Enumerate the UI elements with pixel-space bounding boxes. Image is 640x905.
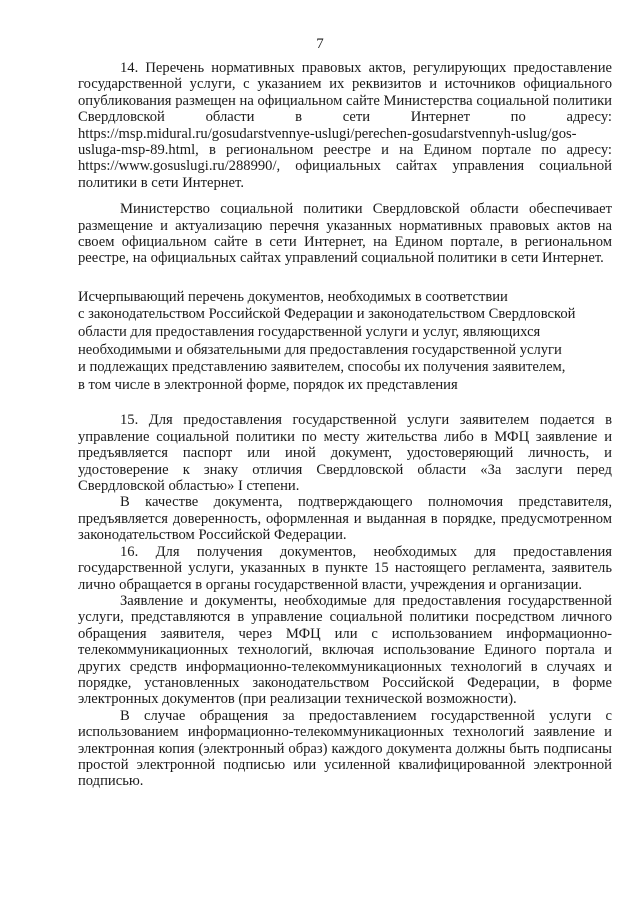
section-heading-line: в том числе в электронной форме, порядок их представления <box>78 376 458 393</box>
section-heading-line: необходимыми и обязательными для предоставления государственной услуги <box>78 341 562 358</box>
section-heading-line: Исчерпывающий перечень документов, необходимых в соответствии <box>78 288 508 305</box>
section-heading-line: области для предоставления государственной услуги и услуг, являющихся <box>78 324 541 341</box>
paragraph-submission-methods: Заявление и документы, необходимые для предоставления государственной услуги, представляются в управление социальной политики посредством личного обращения заявителя, через МФЦ или с использованием информационно-телекоммуникационных технологий, включая использование Единого портала и других средств информационно-телекоммуникационных технологий в случаях и порядке, установленных законодательством Российской Федерации, в форме электронных документов (при реализации технической возможности). <box>78 592 612 708</box>
section-heading <box>78 289 612 395</box>
paragraph-ministry-publication: Министерство социальной политики Свердловской области обеспечивает размещение и актуализацию перечня указанных нормативных правовых актов на своем официальном сайте в сети Интернет, на Едином портале, в региональном реестре, на официальных сайтах управлений социальной политики в сети Интернет. <box>78 201 612 267</box>
document-body <box>78 60 612 790</box>
paragraph-representative-authority: В качестве документа, подтверждающего полномочия представителя, предъявляется доверенность, оформленная и выданная в порядке, предусмотренном законодательством Российской Федерации. <box>78 494 612 544</box>
section-heading-line: с законодательством Российской Федерации и законодательством Свердловской <box>78 306 576 323</box>
paragraph-15: 15. Для предоставления государственной услуги заявителем подается в управление социальной политики по месту жительства либо в МФЦ заявление и предъявляется паспорт или иной документ, удостоверяющий личность, и удостоверение к знаку отличия Свердловской области «За заслуги перед Свердловской областью» I степени. <box>78 412 612 495</box>
section-heading-line: и подлежащих представлению заявителем, способы их получения заявителем, <box>78 359 566 376</box>
paragraph-16: 16. Для получения документов, необходимых для предоставления государственной услуги, указанных в пункте 15 настоящего регламента, заявитель лично обращается в органы государственной власти, учреждения и организации. <box>78 543 612 593</box>
paragraph-14: 14. Перечень нормативных правовых актов, регулирующих предоставление государственной услуги, с указанием их реквизитов и источников официального опубликования размещен на официальном сайте Министерства социальной политики Свердловской области в сети Интернет по адресу: https://msp.midural.ru/gosudarstvennye-uslugi/perechen-gosudarstvennyh-uslug/gos-usluga-msp-89.html, в региональном реестре и на Едином портале по адресу: https://www.gosuslugi.ru/288990/, официальных сайтах управления социальной политики в сети Интернет. <box>78 60 612 191</box>
page-number: 7 <box>316 36 324 52</box>
paragraph-electronic-signature: В случае обращения за предоставлением государственной услуги с использованием информационно-телекоммуникационных технологий заявление и электронная копия (электронный образ) каждого документа должны быть подписаны простой электронной подписью или усиленной квалифицированной электронной подписью. <box>78 707 612 790</box>
